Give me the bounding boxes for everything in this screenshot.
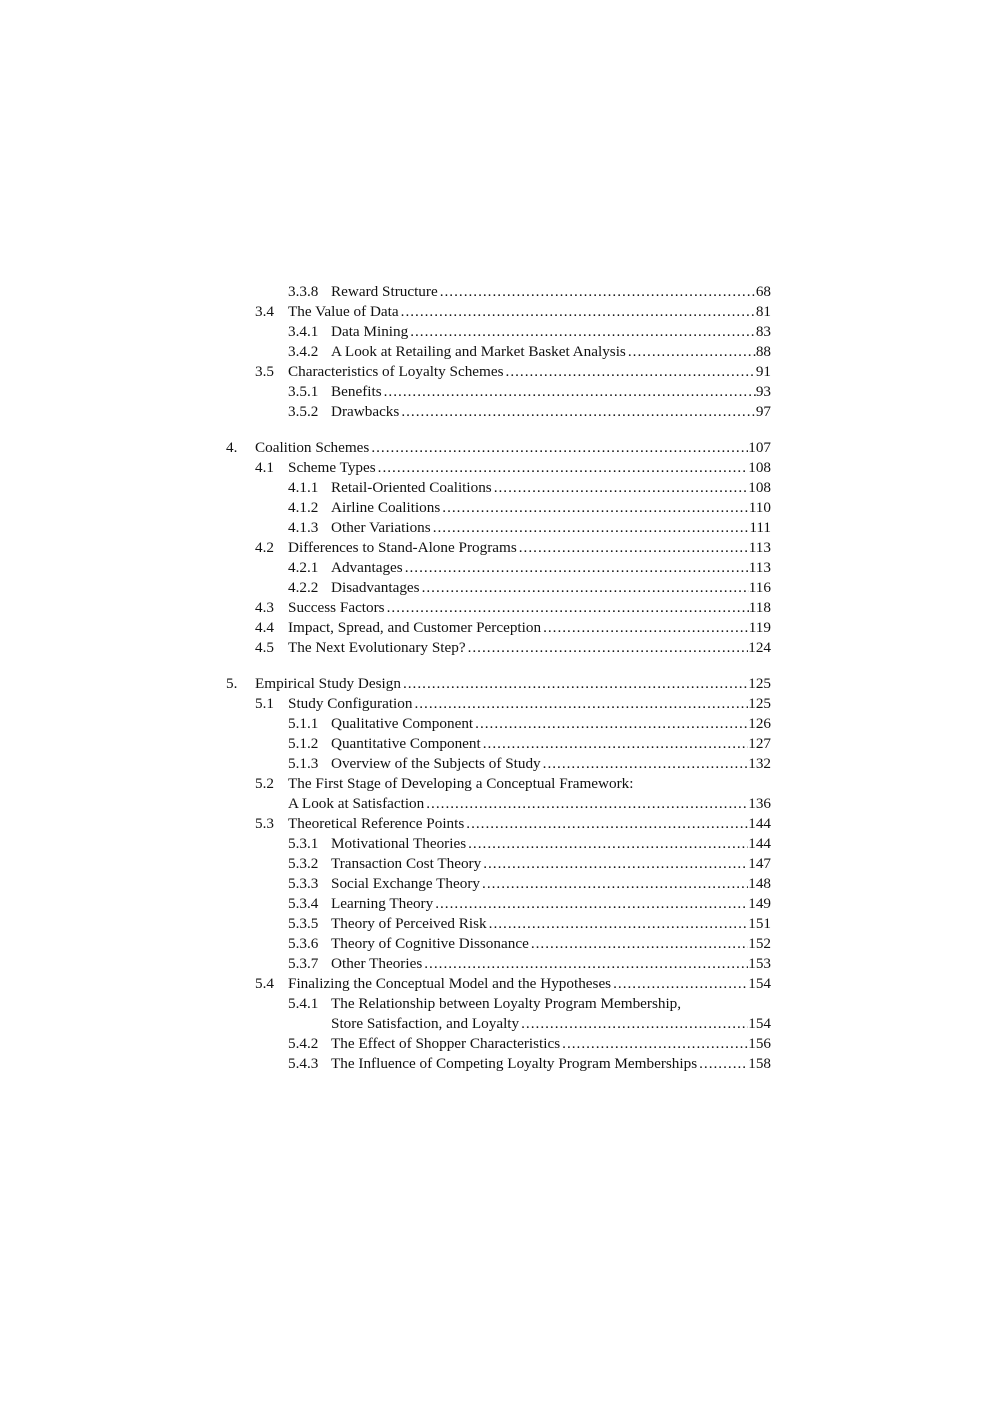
toc-entry[interactable] [226, 382, 771, 402]
toc-entry-page-number: 108 [748, 479, 771, 496]
dot-leader [422, 954, 748, 974]
toc-entry-title: Other Theories [331, 955, 423, 972]
toc-entry-title: Retail-Oriented Coalitions [331, 479, 492, 496]
toc-entry-page-number: 113 [748, 559, 771, 576]
toc-entry-number: 5.3.2 [288, 855, 319, 872]
toc-entry-page-number: 151 [748, 915, 771, 932]
toc-entry-title: Data Mining [331, 323, 409, 340]
dot-leader [401, 674, 748, 694]
toc-entry-body [255, 438, 771, 458]
toc-entry[interactable] [226, 894, 771, 914]
dot-leader [399, 302, 756, 322]
toc-entry-body [288, 538, 771, 558]
toc-entry-number: 4.5 [255, 639, 274, 656]
toc-entry-body [288, 774, 633, 794]
toc-entry-body [331, 578, 771, 598]
toc-entry[interactable] [226, 734, 771, 754]
dot-leader [464, 814, 748, 834]
toc-entry-page-number: 126 [748, 715, 771, 732]
toc-entry-number: 4.1 [255, 459, 274, 476]
toc-entry[interactable] [226, 638, 771, 658]
dot-leader [424, 794, 748, 814]
toc-entry[interactable] [226, 458, 771, 478]
toc-entry[interactable] [226, 322, 771, 342]
toc-entry-page-number: 147 [748, 855, 771, 872]
toc-entry-page-number: 158 [748, 1055, 771, 1072]
toc-entry-title: Qualitative Component [331, 715, 474, 732]
dot-leader [626, 342, 756, 362]
toc-entry-body [288, 362, 771, 382]
toc-entry[interactable] [226, 538, 771, 558]
toc-entry-page-number: 127 [748, 735, 771, 752]
toc-entry-body [331, 342, 771, 362]
toc-entry[interactable] [226, 1034, 771, 1054]
toc-entry-body [331, 954, 771, 974]
table-of-contents [226, 282, 771, 1074]
toc-entry-number: 4.1.3 [288, 519, 319, 536]
toc-entry-page-number: 124 [748, 639, 771, 656]
toc-entry-title: The Relationship between Loyalty Program Membership, [331, 995, 682, 1012]
toc-entry-page-number: 88 [755, 343, 771, 360]
toc-entry-title: The First Stage of Developing a Conceptual Framework: [288, 775, 634, 792]
dot-leader [697, 1054, 748, 1074]
toc-entry-body [331, 322, 771, 342]
toc-entry-title: Reward Structure [331, 283, 438, 300]
dot-leader [560, 1034, 748, 1054]
toc-entry[interactable] [226, 934, 771, 954]
toc-entry-number: 5.4.2 [288, 1035, 319, 1052]
toc-entry[interactable] [226, 914, 771, 934]
toc-entry-number: 5.3.5 [288, 915, 319, 932]
toc-entry[interactable] [226, 478, 771, 498]
toc-entry[interactable] [226, 498, 771, 518]
toc-entry-page-number: 110 [748, 499, 771, 516]
toc-entry-body [288, 598, 771, 618]
toc-entry-body [331, 914, 771, 934]
toc-entry-number: 5.3.7 [288, 955, 319, 972]
toc-entry-body [331, 498, 771, 518]
toc-entry-number: 4.2.1 [288, 559, 319, 576]
dot-leader [438, 282, 756, 302]
toc-entry-title: Success Factors [288, 599, 385, 616]
toc-entry[interactable] [226, 834, 771, 854]
toc-entry-title: A Look at Retailing and Market Basket Analysis [331, 343, 626, 360]
toc-entry-title: Theory of Perceived Risk [331, 915, 487, 932]
dot-leader [420, 578, 749, 598]
dot-leader [403, 558, 749, 578]
dot-leader [382, 382, 756, 402]
toc-entry-body [331, 1014, 771, 1034]
toc-entry-title: Airline Coalitions [331, 499, 441, 516]
toc-entry-body [331, 834, 771, 854]
toc-entry[interactable] [226, 302, 771, 322]
toc-entry-title: Characteristics of Loyalty Schemes [288, 363, 504, 380]
toc-entry-page-number: 149 [748, 895, 771, 912]
toc-entry-page-number: 68 [755, 283, 771, 300]
toc-entry-page-number: 113 [748, 539, 771, 556]
toc-entry-body [331, 402, 771, 422]
toc-entry-title: The Value of Data [288, 303, 399, 320]
toc-entry-title: Store Satisfaction, and Loyalty [331, 1015, 520, 1032]
toc-entry-title: The Influence of Competing Loyalty Program Memberships [331, 1055, 698, 1072]
toc-entry-title: Transaction Cost Theory [331, 855, 482, 872]
toc-entry-title: Social Exchange Theory [331, 875, 481, 892]
toc-entry-page-number: 136 [748, 795, 771, 812]
toc-entry-title: Quantitative Component [331, 735, 481, 752]
toc-entry-page-number: 97 [755, 403, 771, 420]
toc-entry-number: 5.1.3 [288, 755, 319, 772]
toc-entry-body [288, 814, 771, 834]
toc-entry[interactable] [226, 954, 771, 974]
toc-entry-number: 3.4.1 [288, 323, 319, 340]
toc-entry-page-number: 132 [748, 755, 771, 772]
toc-entry[interactable] [226, 974, 771, 994]
toc-entry-body [331, 754, 771, 774]
toc-entry[interactable] [226, 1014, 771, 1034]
dot-leader [481, 854, 748, 874]
toc-entry-number: 3.5.2 [288, 403, 319, 420]
toc-entry-page-number: 91 [755, 363, 771, 380]
toc-entry-body [331, 558, 771, 578]
dot-leader [481, 734, 748, 754]
toc-entry-title: Advantages [331, 559, 403, 576]
dot-leader [399, 402, 755, 422]
toc-entry-number: 5.4.3 [288, 1055, 319, 1072]
toc-entry-page-number: 108 [748, 459, 771, 476]
toc-entry-body [288, 974, 771, 994]
toc-entry-page-number: 154 [748, 975, 771, 992]
dot-leader [473, 714, 748, 734]
dot-leader [487, 914, 749, 934]
toc-entry-body [331, 382, 771, 402]
toc-entry-title: Study Configuration [288, 695, 413, 712]
toc-entry-page-number: 144 [748, 835, 771, 852]
toc-entry-number: 5.3.1 [288, 835, 319, 852]
toc-entry[interactable] [226, 754, 771, 774]
toc-entry[interactable] [226, 994, 771, 1014]
toc-entry-number: 3.5 [255, 363, 274, 380]
toc-entry-title: Finalizing the Conceptual Model and the Hypotheses [288, 975, 612, 992]
dot-leader [369, 438, 748, 458]
toc-entry[interactable] [226, 558, 771, 578]
toc-entry-title: Other Variations [331, 519, 431, 536]
toc-entry-page-number: 153 [748, 955, 771, 972]
toc-entry-page-number: 152 [748, 935, 771, 952]
toc-entry-title: Theoretical Reference Points [288, 815, 465, 832]
toc-entry-body [288, 794, 771, 814]
toc-entry-title: Scheme Types [288, 459, 376, 476]
toc-entry-body [331, 518, 771, 538]
toc-entry-body [331, 282, 771, 302]
toc-entry-title: Drawbacks [331, 403, 400, 420]
toc-entry-number: 5. [226, 675, 238, 692]
toc-entry[interactable] [226, 774, 771, 794]
dot-leader [611, 974, 748, 994]
toc-entry-number: 3.3.8 [288, 283, 319, 300]
toc-entry[interactable] [226, 402, 771, 422]
toc-entry-page-number: 118 [748, 599, 771, 616]
toc-entry-number: 5.4 [255, 975, 274, 992]
toc-entry-number: 5.2 [255, 775, 274, 792]
toc-entry-page-number: 107 [748, 439, 771, 456]
section-spacer [226, 422, 771, 438]
toc-entry[interactable] [226, 674, 771, 694]
toc-entry-page-number: 111 [749, 519, 771, 536]
toc-entry-number: 5.4.1 [288, 995, 319, 1012]
dot-leader [431, 518, 750, 538]
dot-leader [466, 834, 748, 854]
toc-entry[interactable] [226, 1054, 771, 1074]
toc-entry-number: 5.1.1 [288, 715, 319, 732]
dot-leader [433, 894, 748, 914]
toc-entry-title: A Look at Satisfaction [288, 795, 425, 812]
dot-leader [480, 874, 748, 894]
toc-entry[interactable] [226, 618, 771, 638]
dot-leader [376, 458, 749, 478]
toc-entry[interactable] [226, 282, 771, 302]
toc-entry-title: Coalition Schemes [255, 439, 370, 456]
toc-entry[interactable] [226, 694, 771, 714]
toc-entry-number: 4.2 [255, 539, 274, 556]
toc-entry-title: Impact, Spread, and Customer Perception [288, 619, 542, 636]
toc-entry-page-number: 125 [748, 675, 771, 692]
toc-entry-page-number: 119 [748, 619, 771, 636]
toc-entry[interactable] [226, 794, 771, 814]
toc-entry[interactable] [226, 362, 771, 382]
section-spacer [226, 658, 771, 674]
toc-entry[interactable] [226, 342, 771, 362]
toc-entry-title: Differences to Stand-Alone Programs [288, 539, 517, 556]
toc-entry-number: 5.3.3 [288, 875, 319, 892]
toc-entry[interactable] [226, 814, 771, 834]
toc-entry-page-number: 156 [748, 1035, 771, 1052]
toc-entry-page-number: 116 [748, 579, 771, 596]
toc-entry[interactable] [226, 714, 771, 734]
toc-entry-title: Theory of Cognitive Dissonance [331, 935, 529, 952]
toc-entry-title: Overview of the Subjects of Study [331, 755, 541, 772]
toc-entry-number: 4.1.1 [288, 479, 319, 496]
toc-entry[interactable] [226, 578, 771, 598]
toc-entry-body [288, 302, 771, 322]
dot-leader [517, 538, 749, 558]
toc-entry-number: 3.4.2 [288, 343, 319, 360]
toc-entry-title: The Next Evolutionary Step? [288, 639, 466, 656]
toc-entry-number: 5.3.4 [288, 895, 319, 912]
dot-leader [466, 638, 749, 658]
toc-entry-number: 3.5.1 [288, 383, 319, 400]
toc-entry-body [331, 1054, 771, 1074]
toc-entry[interactable] [226, 854, 771, 874]
toc-entry-body [331, 874, 771, 894]
dot-leader [492, 478, 749, 498]
toc-entry-title: Disadvantages [331, 579, 420, 596]
dot-leader [408, 322, 756, 342]
dot-leader [412, 694, 748, 714]
toc-entry-title: The Effect of Shopper Characteristics [331, 1035, 561, 1052]
toc-entry-page-number: 148 [748, 875, 771, 892]
toc-entry-number: 5.1.2 [288, 735, 319, 752]
toc-entry-title: Motivational Theories [331, 835, 467, 852]
toc-entry-body [331, 994, 681, 1014]
dot-leader [440, 498, 749, 518]
toc-entry-number: 3.4 [255, 303, 274, 320]
toc-entry-number: 4. [226, 439, 238, 456]
toc-entry-page-number: 93 [755, 383, 771, 400]
toc-entry-number: 4.1.2 [288, 499, 319, 516]
toc-entry-number: 4.3 [255, 599, 274, 616]
dot-leader [529, 934, 748, 954]
toc-entry-page-number: 83 [755, 323, 771, 340]
toc-entry-body [331, 1034, 771, 1054]
toc-entry-number: 5.3 [255, 815, 274, 832]
toc-entry-body [288, 694, 771, 714]
toc-entry-number: 4.4 [255, 619, 274, 636]
toc-entry-title: Learning Theory [331, 895, 434, 912]
toc-entry-body [331, 478, 771, 498]
toc-entry-number: 5.1 [255, 695, 274, 712]
toc-entry-body [331, 894, 771, 914]
toc-entry[interactable] [226, 598, 771, 618]
dot-leader [504, 362, 756, 382]
toc-entry-body [288, 618, 771, 638]
toc-entry-page-number: 144 [748, 815, 771, 832]
toc-entry-body [331, 854, 771, 874]
toc-entry-title: Benefits [331, 383, 382, 400]
toc-entry[interactable] [226, 874, 771, 894]
toc-entry-body [331, 734, 771, 754]
toc-entry-body [331, 714, 771, 734]
dot-leader [541, 618, 749, 638]
toc-entry-body [288, 458, 771, 478]
toc-entry-body [255, 674, 771, 694]
toc-entry-body [288, 638, 771, 658]
toc-entry-body [331, 934, 771, 954]
toc-entry-page-number: 81 [755, 303, 771, 320]
toc-entry-number: 5.3.6 [288, 935, 319, 952]
toc-entry[interactable] [226, 438, 771, 458]
toc-entry-title: Empirical Study Design [255, 675, 401, 692]
toc-entry-page-number: 154 [748, 1015, 771, 1032]
dot-leader [385, 598, 749, 618]
toc-entry-number: 4.2.2 [288, 579, 319, 596]
toc-entry-page-number: 125 [748, 695, 771, 712]
dot-leader [541, 754, 749, 774]
dot-leader [519, 1014, 748, 1034]
toc-entry[interactable] [226, 518, 771, 538]
